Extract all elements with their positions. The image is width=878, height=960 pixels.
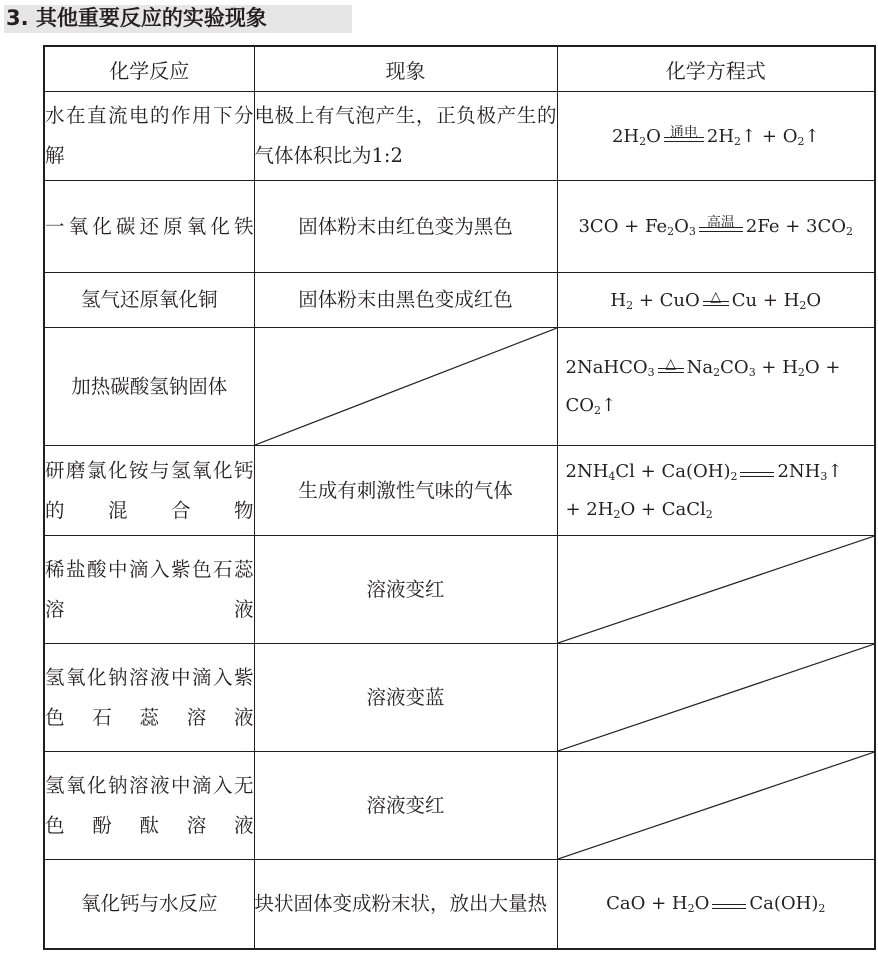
equation-cell: 2NaHCO$_3$ △ $Na_2CO_3 + H_2O$ + $CO_2↑$ — [557, 328, 875, 446]
empty-cell-slash — [557, 536, 875, 644]
table-row — [44, 328, 875, 446]
table-row — [44, 860, 875, 949]
phenomenon-cell: 电极上有气泡产生，正负极产生的气体体积比为1:2 — [254, 92, 557, 181]
phenomenon-cell: 块状固体变成粉末状，放出大量热 — [254, 860, 557, 949]
empty-cell-slash — [557, 752, 875, 860]
table-header-row — [44, 46, 875, 92]
section-heading: 3. 其他重要反应的实验现象 — [6, 6, 267, 30]
header-phenomenon: 现象 — [254, 46, 557, 92]
reaction-cell: 氧化钙与水反应 — [44, 860, 254, 949]
reaction-table — [43, 45, 876, 950]
table-row — [44, 273, 875, 328]
equation-cell: $2NH_4Cl + Ca(OH)_2$ $2NH_3↑$ + $2H_2O$ + CaCl$_2$ — [557, 446, 875, 536]
table-row — [44, 644, 875, 752]
reaction-cell: 氢气还原氧化铜 — [44, 273, 254, 328]
phenomenon-cell: 溶液变蓝 — [254, 644, 557, 752]
equation-cell: $H_2$ + CuO △ $Cu + H_2O$ — [557, 273, 875, 328]
phenomenon-cell: 固体粉末由红色变为黑色 — [254, 181, 557, 273]
table-row — [44, 92, 875, 181]
header-reaction: 化学反应 — [44, 46, 254, 92]
phenomenon-cell: 生成有刺激性气味的气体 — [254, 446, 557, 536]
reaction-cell: 加热碳酸氢钠固体 — [44, 328, 254, 446]
phenomenon-cell: 溶液变红 — [254, 752, 557, 860]
reaction-cell: 氢氧化钠溶液中滴入紫色石蕊溶液 — [44, 644, 254, 752]
phenomenon-cell: 固体粉末由黑色变成红色 — [254, 273, 557, 328]
equation-cell: $3CO + Fe_2O_3$ 高温 $2Fe + 3CO_2$ — [557, 181, 875, 273]
reaction-cell: 氢氧化钠溶液中滴入无色酚酞溶液 — [44, 752, 254, 860]
header-equation: 化学方程式 — [557, 46, 875, 92]
empty-cell-slash — [557, 644, 875, 752]
reaction-cell: 一氧化碳还原氧化铁 — [44, 181, 254, 273]
table-row — [44, 446, 875, 536]
reaction-cell: 水在直流电的作用下分解 — [44, 92, 254, 181]
table-row — [44, 536, 875, 644]
phenomenon-cell: 溶液变红 — [254, 536, 557, 644]
reaction-cell: 稀盐酸中滴入紫色石蕊溶液 — [44, 536, 254, 644]
table-row — [44, 752, 875, 860]
equation-cell: CaO + $H_2O$ $Ca(OH)_2$ — [557, 860, 875, 949]
empty-cell-slash — [254, 328, 557, 446]
equation-cell: $2H_2O$ 通电 $2H_2↑$ + $O_2↑$ — [557, 92, 875, 181]
reaction-cell: 研磨氯化铵与氢氧化钙的混合物 — [44, 446, 254, 536]
table-row — [44, 181, 875, 273]
